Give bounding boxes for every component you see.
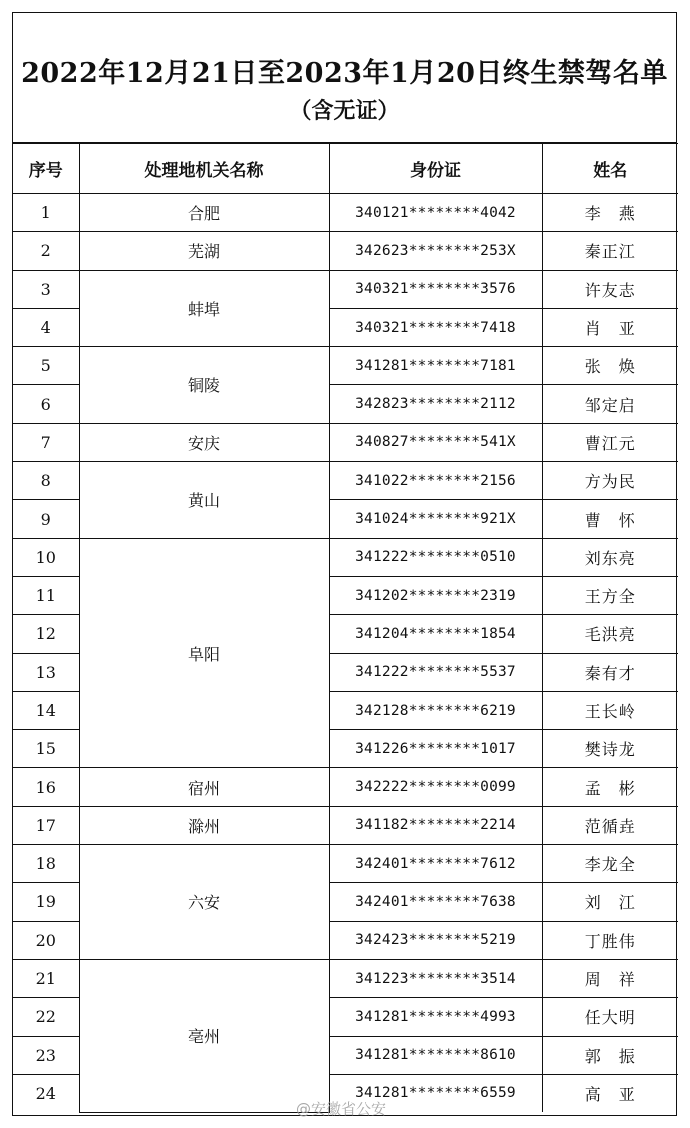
row-no: 1 — [13, 194, 79, 232]
row-no: 11 — [13, 576, 79, 614]
name-cell: 方为民 — [542, 462, 678, 500]
id-cell: 342401********7638 — [329, 883, 542, 921]
table-row — [13, 768, 678, 806]
row-no: 17 — [13, 806, 79, 844]
table-row — [13, 806, 678, 844]
id-cell: 340121********4042 — [329, 194, 542, 232]
document-subtitle: （含无证） — [289, 98, 400, 124]
row-no: 6 — [13, 385, 79, 423]
name-cell: 秦正江 — [542, 232, 678, 270]
document-sheet — [12, 12, 677, 1116]
name-cell: 孟 彬 — [542, 768, 678, 806]
ban-list-table — [13, 143, 678, 1113]
name-cell: 李 燕 — [542, 194, 678, 232]
table-row — [13, 462, 678, 500]
id-cell: 341281********7181 — [329, 347, 542, 385]
header-office: 处理地机关名称 — [79, 144, 329, 194]
row-no: 14 — [13, 691, 79, 729]
id-cell: 342128********6219 — [329, 691, 542, 729]
header-no: 序号 — [13, 144, 79, 194]
row-no: 19 — [13, 883, 79, 921]
row-no: 18 — [13, 845, 79, 883]
office-cell: 六安 — [79, 845, 329, 960]
header-row — [13, 144, 678, 194]
office-cell: 蚌埠 — [79, 270, 329, 347]
id-cell: 340321********3576 — [329, 270, 542, 308]
id-cell: 341202********2319 — [329, 576, 542, 614]
name-cell: 毛洪亮 — [542, 615, 678, 653]
table-row — [13, 538, 678, 576]
name-cell: 王方全 — [542, 576, 678, 614]
header-name: 姓名 — [542, 144, 678, 194]
name-cell: 丁胜伟 — [542, 921, 678, 959]
name-cell: 曹江元 — [542, 423, 678, 461]
row-no: 2 — [13, 232, 79, 270]
office-cell: 芜湖 — [79, 232, 329, 270]
name-cell: 肖 亚 — [542, 308, 678, 346]
id-cell: 341223********3514 — [329, 959, 542, 997]
id-cell: 341024********921X — [329, 500, 542, 538]
row-no: 12 — [13, 615, 79, 653]
table-row — [13, 232, 678, 270]
row-no: 20 — [13, 921, 79, 959]
table-row — [13, 194, 678, 232]
office-cell: 铜陵 — [79, 347, 329, 424]
header-id: 身份证 — [329, 144, 542, 194]
table-row — [13, 423, 678, 461]
office-cell: 合肥 — [79, 194, 329, 232]
name-cell: 高 亚 — [542, 1074, 678, 1112]
id-cell: 341204********1854 — [329, 615, 542, 653]
row-no: 21 — [13, 959, 79, 997]
id-cell: 341281********8610 — [329, 1036, 542, 1074]
id-cell: 342623********253X — [329, 232, 542, 270]
row-no: 4 — [13, 308, 79, 346]
id-cell: 341022********2156 — [329, 462, 542, 500]
row-no: 7 — [13, 423, 79, 461]
id-cell: 342222********0099 — [329, 768, 542, 806]
name-cell: 刘东亮 — [542, 538, 678, 576]
document-title: 2022年12月21日至2023年1月20日终生禁驾名单 — [21, 58, 668, 89]
row-no: 10 — [13, 538, 79, 576]
id-cell: 342423********5219 — [329, 921, 542, 959]
id-cell: 340827********541X — [329, 423, 542, 461]
id-cell: 341182********2214 — [329, 806, 542, 844]
name-cell: 范循垚 — [542, 806, 678, 844]
table-row — [13, 845, 678, 883]
id-cell: 342823********2112 — [329, 385, 542, 423]
row-no: 8 — [13, 462, 79, 500]
name-cell: 邹定启 — [542, 385, 678, 423]
name-cell: 曹 怀 — [542, 500, 678, 538]
row-no: 24 — [13, 1074, 79, 1112]
office-cell: 宿州 — [79, 768, 329, 806]
name-cell: 秦有才 — [542, 653, 678, 691]
office-cell: 亳州 — [79, 959, 329, 1112]
row-no: 13 — [13, 653, 79, 691]
table-row — [13, 270, 678, 308]
row-no: 16 — [13, 768, 79, 806]
row-no: 15 — [13, 730, 79, 768]
office-cell: 黄山 — [79, 462, 329, 539]
watermark: @安徽省公安 — [296, 1100, 387, 1118]
id-cell: 341281********6559 — [329, 1074, 542, 1112]
table-row — [13, 959, 678, 997]
row-no: 9 — [13, 500, 79, 538]
name-cell: 樊诗龙 — [542, 730, 678, 768]
name-cell: 郭 振 — [542, 1036, 678, 1074]
id-cell: 342401********7612 — [329, 845, 542, 883]
name-cell: 周 祥 — [542, 959, 678, 997]
title-block — [13, 13, 676, 143]
table-row — [13, 347, 678, 385]
id-cell: 341281********4993 — [329, 998, 542, 1036]
name-cell: 任大明 — [542, 998, 678, 1036]
office-cell: 阜阳 — [79, 538, 329, 768]
office-cell: 滁州 — [79, 806, 329, 844]
id-cell: 341226********1017 — [329, 730, 542, 768]
name-cell: 李龙全 — [542, 845, 678, 883]
row-no: 22 — [13, 998, 79, 1036]
id-cell: 341222********0510 — [329, 538, 542, 576]
row-no: 23 — [13, 1036, 79, 1074]
office-cell: 安庆 — [79, 423, 329, 461]
id-cell: 340321********7418 — [329, 308, 542, 346]
id-cell: 341222********5537 — [329, 653, 542, 691]
row-no: 5 — [13, 347, 79, 385]
row-no: 3 — [13, 270, 79, 308]
name-cell: 刘 江 — [542, 883, 678, 921]
name-cell: 王长岭 — [542, 691, 678, 729]
name-cell: 许友志 — [542, 270, 678, 308]
name-cell: 张 焕 — [542, 347, 678, 385]
